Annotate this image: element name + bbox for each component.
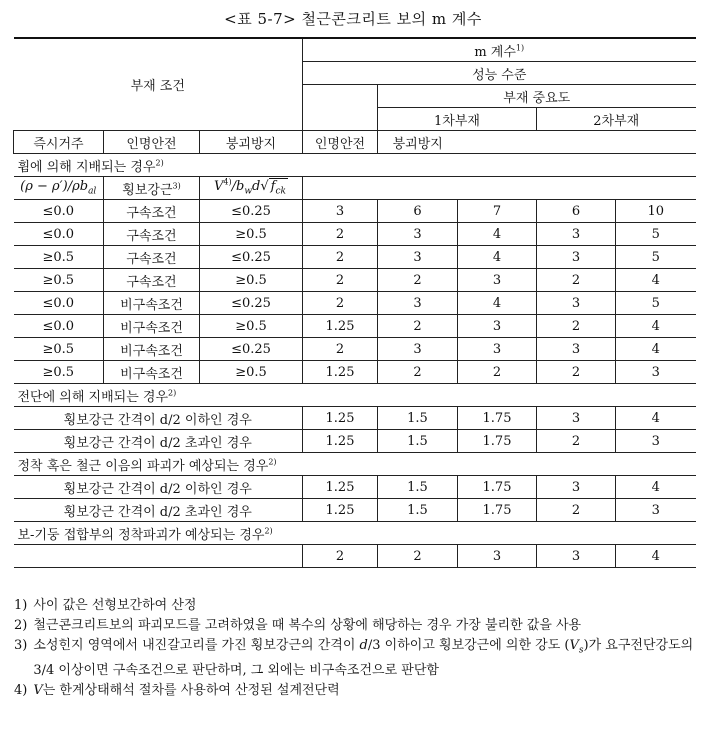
header-blank xyxy=(303,85,378,131)
table-cell: 2 xyxy=(537,499,616,522)
header-m-coefficient: m 계수$^{1)}$ xyxy=(303,38,696,62)
shear-ratio-cell: ≤0.25 xyxy=(200,338,303,361)
table-row xyxy=(14,269,696,292)
table-cell: 4 xyxy=(616,269,696,292)
table-cell: 1.25 xyxy=(303,361,378,384)
reinforcement-ratio-cell: ≥0.5 xyxy=(14,246,104,269)
footnote-1: 1) 사이 값은 선형보간하여 산정 xyxy=(14,598,197,613)
table-cell: 1.5 xyxy=(378,499,458,522)
table-cell: 3 xyxy=(303,200,378,223)
table-cell: 7 xyxy=(458,200,537,223)
footnote-4: 4) V는 한계상태해석 절차를 사용하여 산정된 설계전단력 xyxy=(14,682,340,698)
header-primary-member: 1차부재 xyxy=(378,108,537,131)
header-member-condition: 부재 조건 xyxy=(14,38,303,131)
condition-cell: 횡보강근 간격이 d/2 이하인 경우 xyxy=(14,476,303,499)
table-cell: 3 xyxy=(616,430,696,453)
table-row xyxy=(14,407,696,430)
table-cell: 3 xyxy=(537,292,616,315)
shear-ratio-cell: ≤0.25 xyxy=(200,200,303,223)
table-cell: 1.25 xyxy=(303,407,378,430)
table-cell: 3 xyxy=(537,545,616,568)
table-cell: 4 xyxy=(458,223,537,246)
table-cell: 2 xyxy=(458,361,537,384)
table-cell: 2 xyxy=(537,269,616,292)
table-cell: 2 xyxy=(303,223,378,246)
section-flexure-label: 휨에 의해 지배되는 경우$^{2)}$ xyxy=(14,154,696,177)
table-cell: 2 xyxy=(303,246,378,269)
footnote-3: 3) 소성힌지 영역에서 내진갈고리를 가진 횡보강근의 간격이 d/3 이하이고 횡보강근에 의한 강도 $(V_s)$가 요구전단강도의 3/4 이상이면 구속조건으로 판단하며, 그 외에는 비구속조건으로 판단함 xyxy=(14,638,694,678)
table-cell: 2 xyxy=(303,545,378,568)
table-cell: 2 xyxy=(303,292,378,315)
reinforcement-ratio-cell: ≥0.5 xyxy=(14,338,104,361)
section-anchorage-label: 정착 혹은 철근 이음의 파괴가 예상되는 경우$^{2)}$ xyxy=(14,453,696,476)
table-cell: 1.25 xyxy=(303,430,378,453)
table-cell: 4 xyxy=(616,476,696,499)
table-cell: 3 xyxy=(458,338,537,361)
table-cell: 3 xyxy=(378,292,458,315)
header-performance-level: 성능 수준 xyxy=(303,62,696,85)
table-cell: 6 xyxy=(378,200,458,223)
section-joint-label: 보-기둥 접합부의 정착파괴가 예상되는 경우$^{2)}$ xyxy=(14,522,696,545)
table-cell: 4 xyxy=(616,338,696,361)
table-cell: 6 xyxy=(537,200,616,223)
footnotes xyxy=(14,596,698,701)
subhead-blank xyxy=(303,177,696,200)
condition-cell: 횡보강근 간격이 d/2 초과인 경우 xyxy=(14,499,303,522)
reinforcement-ratio-cell: ≤0.0 xyxy=(14,315,104,338)
table-row xyxy=(14,476,696,499)
table-row xyxy=(14,499,696,522)
table-cell: 1.75 xyxy=(458,407,537,430)
table-cell: 1.75 xyxy=(458,499,537,522)
condition-cell: 횡보강근 간격이 d/2 이하인 경우 xyxy=(14,407,303,430)
table-cell: 1.75 xyxy=(458,476,537,499)
table-cell: 4 xyxy=(458,246,537,269)
table-cell: 3 xyxy=(537,223,616,246)
table-cell: 1.25 xyxy=(303,315,378,338)
table-cell: 2 xyxy=(537,430,616,453)
table-cell: 1.75 xyxy=(458,430,537,453)
reinforcement-ratio-cell: ≤0.0 xyxy=(14,200,104,223)
table-cell: 4 xyxy=(616,315,696,338)
table-cell: 4 xyxy=(458,292,537,315)
table-cell: 2 xyxy=(378,545,458,568)
shear-ratio-cell: ≥0.5 xyxy=(200,361,303,384)
table-cell: 5 xyxy=(616,223,696,246)
table-cell: 2 xyxy=(537,361,616,384)
col-secondary-collapse: 붕괴방지 xyxy=(378,131,458,154)
table-cell: 3 xyxy=(458,315,537,338)
table-cell: 5 xyxy=(616,292,696,315)
shear-ratio-cell: ≤0.25 xyxy=(200,246,303,269)
transverse-reinforcement-cell: 구속조건 xyxy=(104,269,200,292)
table-cell: 3 xyxy=(616,499,696,522)
subhead-shear-ratio: $V^{4)}/b_wd√$ $f_{ck}$ xyxy=(200,177,303,200)
table-cell: 1.25 xyxy=(303,476,378,499)
table-cell: 1.5 xyxy=(378,476,458,499)
table-cell: 5 xyxy=(616,246,696,269)
header-secondary-member: 2차부재 xyxy=(537,108,696,131)
footnote-2: 2) 철근콘크리트보의 파괴모드를 고려하였을 때 복수의 상황에 해당하는 경우 가장 불리한 값을 사용 xyxy=(14,618,582,633)
table-row xyxy=(14,200,696,223)
table-cell: 3 xyxy=(537,476,616,499)
table-row xyxy=(14,246,696,269)
table-cell: 4 xyxy=(616,545,696,568)
table-row xyxy=(14,223,696,246)
reinforcement-ratio-cell: ≥0.5 xyxy=(14,269,104,292)
table-cell: 3 xyxy=(616,361,696,384)
transverse-reinforcement-cell: 비구속조건 xyxy=(104,292,200,315)
transverse-reinforcement-cell: 비구속조건 xyxy=(104,338,200,361)
subhead-reinforcement-ratio: $(\rho - \rho')/\rho b_{al}$ xyxy=(14,177,104,200)
table-cell: 3 xyxy=(537,407,616,430)
table-cell: 3 xyxy=(378,223,458,246)
table-cell: 3 xyxy=(537,338,616,361)
reinforcement-ratio-cell: ≤0.0 xyxy=(14,292,104,315)
col-primary-collapse: 붕괴방지 xyxy=(200,131,303,154)
table-cell: 3 xyxy=(458,269,537,292)
table-cell: 1.25 xyxy=(303,499,378,522)
table-row xyxy=(14,338,696,361)
section-shear-label: 전단에 의해 지배되는 경우$^{2)}$ xyxy=(14,384,696,407)
table-cell: 3 xyxy=(458,545,537,568)
col-primary-occupancy: 인명안전 xyxy=(104,131,200,154)
table-title: <표 5-7> 철근콘크리트 보의 m 계수 xyxy=(224,10,482,28)
transverse-reinforcement-cell: 구속조건 xyxy=(104,246,200,269)
table-cell: 3 xyxy=(537,246,616,269)
col-immediate-occupancy: 즉시거주 xyxy=(14,131,104,154)
table-cell: 10 xyxy=(616,200,696,223)
shear-ratio-cell: ≥0.5 xyxy=(200,269,303,292)
table-cell: 3 xyxy=(378,246,458,269)
table-cell: 2 xyxy=(537,315,616,338)
col-secondary-life: 인명안전 xyxy=(303,131,378,154)
shear-ratio-cell: ≥0.5 xyxy=(200,315,303,338)
reinforcement-ratio-cell: ≥0.5 xyxy=(14,361,104,384)
table-row xyxy=(14,361,696,384)
joint-condition-blank xyxy=(14,545,303,568)
table-cell: 2 xyxy=(303,269,378,292)
transverse-reinforcement-cell: 비구속조건 xyxy=(104,315,200,338)
condition-cell: 횡보강근 간격이 d/2 초과인 경우 xyxy=(14,430,303,453)
table-cell: 2 xyxy=(303,338,378,361)
transverse-reinforcement-cell: 구속조건 xyxy=(104,223,200,246)
table-row xyxy=(14,292,696,315)
m-coefficient-table xyxy=(13,37,696,568)
table-cell: 4 xyxy=(616,407,696,430)
table-cell: 2 xyxy=(378,361,458,384)
table-row xyxy=(14,315,696,338)
transverse-reinforcement-cell: 구속조건 xyxy=(104,200,200,223)
transverse-reinforcement-cell: 비구속조건 xyxy=(104,361,200,384)
table-cell: 1.5 xyxy=(378,407,458,430)
shear-ratio-cell: ≤0.25 xyxy=(200,292,303,315)
shear-ratio-cell: ≥0.5 xyxy=(200,223,303,246)
header-member-importance: 부재 중요도 xyxy=(378,85,696,108)
table-cell: 3 xyxy=(378,338,458,361)
table-cell: 2 xyxy=(378,269,458,292)
reinforcement-ratio-cell: ≤0.0 xyxy=(14,223,104,246)
subhead-transverse-reinforcement: 횡보강근$^{3)}$ xyxy=(104,177,200,200)
table-cell: 2 xyxy=(378,315,458,338)
table-row xyxy=(14,430,696,453)
table-cell: 1.5 xyxy=(378,430,458,453)
